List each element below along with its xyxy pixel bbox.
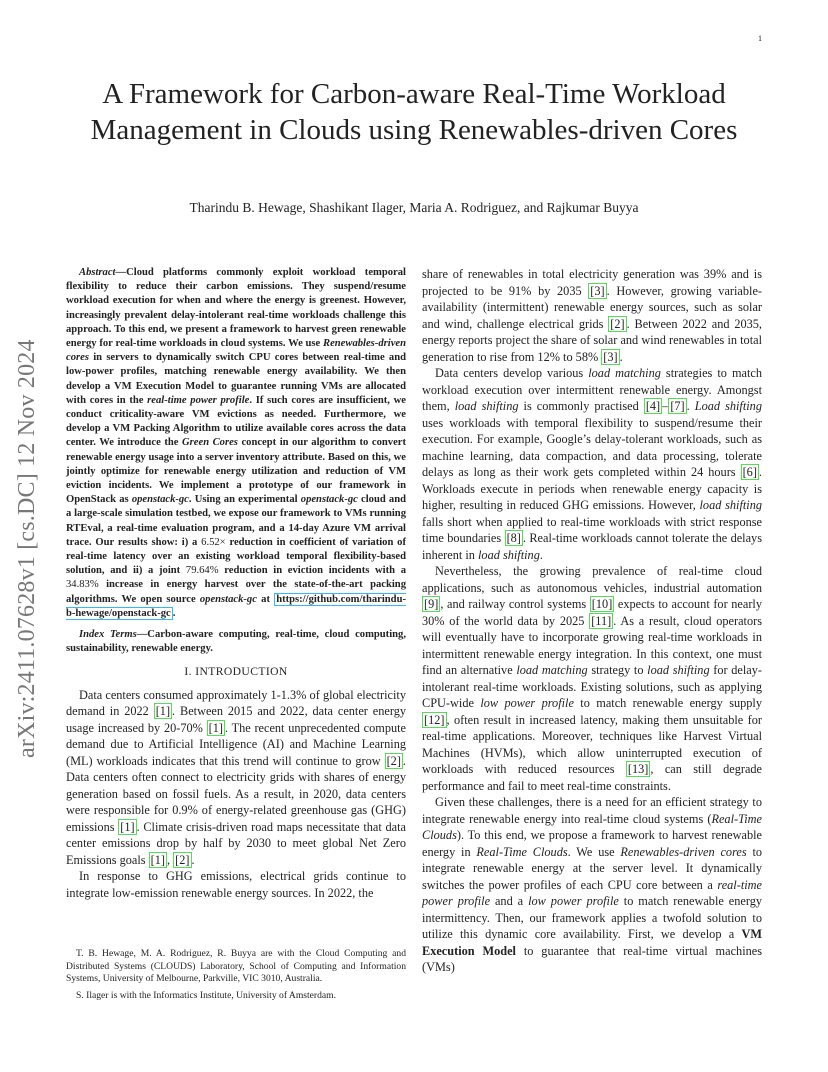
citation-link[interactable]: [10] [591, 597, 613, 611]
citation-link[interactable]: [1] [208, 720, 223, 735]
abstract-label: Abstract [79, 267, 116, 278]
citation-link[interactable]: [8] [506, 531, 521, 545]
footnotes [66, 948, 406, 1006]
right-paragraph-1: share of renewables in total electricity generation was 39% and is projected to be 91% by 2035 [3] . However, growing variable-availability (intermittent) renewable energy sources, such as solar and wind, challenge electrical grids [2] . Between 2022 and 2035, energy reports project the share of solar and wind renewables in total generation to rise from 12% to 58% [3] . [422, 267, 762, 364]
abstract: Abstract—Cloud platforms commonly exploit workload temporal flexibility to reduce their carbon emissions. They suspend/resume workload execution for when and where the energy is greenest. However, increasingly prevalent delay-intolerant real-time workloads challenge this approach. To this end, we present a framework to harvest green renewable energy for real-time workloads in cloud systems. We use Renewables-driven cores in servers to dynamically switch CPU cores between real-time and low-power profiles, matching renewable energy availability. We then develop a VM Execution Model to guarantee running VMs are allocated with cores in the real-time power profile. If such cores are insufficient, we conduct criticality-aware VM evictions as needed. Furthermore, we develop a VM Packing Algorithm to utilize available cores across the data center. We introduce the Green Cores concept in our algorithm to convert renewable energy usage into a server inventory attribute. Based on this, we jointly optimize for renewable energy utilization and reduction of VM eviction incidents. We implement a prototype of our framework in OpenStack as openstack-gc. Using an experimental openstack-gc cloud and a large-scale simulation testbed, we expose our framework to VMs running RTEval, a real-time evaluation program, and a 14-day Azure VM arrival trace. Our results show: i) a 6.52× reduction in coefficient of variation of real-time latency over an existing workload temporal flexibility-based solution, and ii) a joint 79.64% reduction in eviction incidents with a 34.83% increase in energy harvest over the state-of-the-art packing algorithms. We open source openstack-gc at https://github.com/tharindu-b-hewage/openstack-gc . [66, 267, 406, 619]
right-paragraph-3: Nevertheless, the growing prevalence of real-time cloud applications, such as autonomous vehicles, industrial automation [9] , and railway control systems [10] expects to account for nearly 30% of the world data by 2025 [11] . As a result, cloud operators will eventually have to incorporate growing real-time workloads in intermittent renewable energy integration. In this context, one must find an alternative load matching strategy to load shifting for delay-intolerant real-time workloads. Existing solutions, such as applying CPU-wide low power profile to match renewable energy supply [12] , often result in increased latency, making them unsuitable for real-time applications. Moreover, techniques like Harvest Virtual Machines (HVMs), which allow uninterrupted execution of workloads with reduced resources [13] , can still degrade performance and fail to meet real-time constraints. [422, 564, 763, 793]
right-column [422, 266, 762, 976]
footnote-affiliation-melbourne: T. B. Hewage, M. A. Rodriguez, R. Buyya are with the Cloud Computing and Distributed Systems (CLOUDS) Laboratory, School of Computing and Information Systems, University of Melbourne, Parkville, VIC 3010, Australia. [66, 948, 406, 985]
author-list: Tharindu B. Hewage, Shashikant Ilager, Maria A. Rodriguez, and Rajkumar Buyya [189, 200, 639, 215]
citation-link[interactable]: [7] [670, 399, 685, 413]
citation-link[interactable]: [3] [590, 283, 605, 298]
right-paragraph-4: Given these challenges, there is a need for an efficient strategy to integrate renewable energy into real-time cloud systems (Real-Time Clouds). To this end, we propose a framework to harvest renewable energy in Real-Time Clouds. We use Renewables-driven cores to integrate renewable energy at the server level. It dynamically switches the power profiles of each CPU core between a real-time power profile and a low power profile to match renewable energy intermittency. Then, our framework applies a twofold solution to utilize this dynamic core availability. First, we develop a VM Execution Model to guarantee that real-time virtual machines (VMs) [422, 795, 763, 974]
citation-link[interactable]: [2] [386, 753, 401, 768]
citation-link[interactable]: [4] [645, 399, 661, 413]
index-terms: Index Terms—Carbon-aware computing, real-time, cloud computing, sustainability, renewable energy. [66, 629, 406, 655]
intro-paragraph-2: In response to GHG emissions, electrical grids continue to integrate low-emission renewable energy sources. In 2022, the [66, 869, 406, 900]
citation-link[interactable]: [11] [591, 613, 612, 628]
footnote-affiliation-amsterdam: S. Ilager is with the Informatics Institute, University of Amsterdam. [76, 989, 337, 1001]
citation-link[interactable]: [1] [150, 852, 166, 867]
citation-link[interactable]: [2] [175, 852, 190, 867]
citation-link[interactable]: [12] [424, 712, 445, 727]
paper-title: A Framework for Carbon-aware Real-Time Workload Management in Clouds using Renewables-driven Cores [90, 78, 738, 146]
right-paragraph-2: Data centers develop various load matching strategies to match workload execution over intermittent renewable energy. Amongst them, load shifting is commonly practised [4] – [7] . Load shifting uses workloads with temporal flexibility to suspend/resume their execution. For example, Google’s delay-tolerant workloads, such as machine learning, data compaction, and data processing, tolerate delays as long as their work gets completed within 24 hours [6] . Workloads execute in periods when renewable energy capacity is higher, resulting in reduced GHG emissions. However, load shifting falls short when applied to real-time workloads with strict response time boundaries [8] . Real-time workloads cannot tolerate the delays inherent in load shifting. [422, 366, 762, 562]
intro-paragraph-1: Data centers consumed approximately 1-1.3% of global electricity demand in 2022 [1] . Between 2015 and 2022, data center energy usage increased by 20-70% [1] . The recent unprecedented compute demand due to Artificial Intelligence (AI) and Machine Learning (ML) workloads indicates that this trend will continue to grow [2] . Data centers often connect to electricity grids with shares of energy generation based on fossil fuels. As a result, in 2020, data centers were responsible for 0.9% of energy-related greenhouse gas (GHG) emissions [1] . Climate crisis-driven road maps necessitate that data center emissions drop by half by 2030 to meet global Net Zero Emissions goals [1] , [2] . [66, 687, 406, 867]
page-number: 1 [758, 34, 762, 43]
arxiv-identifier: arXiv:2411.07628v1 [cs.DC] 12 Nov 2024 [14, 339, 40, 758]
citation-link[interactable]: [13] [627, 762, 649, 776]
github-link[interactable]: https://github.com/tharindu-b-hewage/openstack-gc [66, 593, 406, 619]
citation-link[interactable]: [1] [120, 819, 135, 834]
citation-link[interactable]: [9] [424, 597, 439, 611]
citation-link[interactable]: [6] [742, 465, 757, 479]
citation-link[interactable]: [1] [155, 704, 171, 719]
section-heading-introduction: I. INTRODUCTION [184, 665, 288, 679]
left-column [66, 266, 406, 901]
citation-link[interactable]: [2] [610, 316, 625, 331]
citation-link[interactable]: [3] [603, 349, 618, 364]
